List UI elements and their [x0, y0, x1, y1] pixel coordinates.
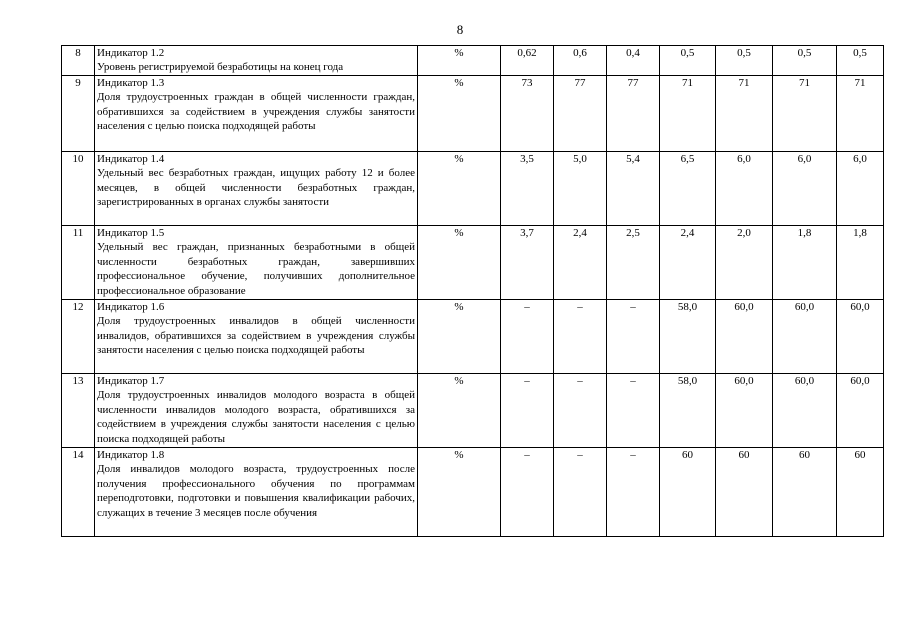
value-cell: 1,8: [837, 226, 884, 300]
indicator-title: Индикатор 1.5: [97, 227, 165, 239]
unit-cell: %: [418, 374, 501, 448]
indicator-cell: [95, 152, 418, 226]
value-cell: 2,4: [554, 226, 607, 300]
indicator-description: Доля трудоустроенных инвалидов в общей численности инвалидов, обратившихся за содействием в учреждения службы занятости населения с целью поиска подходящей работы: [97, 315, 415, 357]
indicators-table: [61, 45, 884, 537]
value-cell: 2,0: [716, 226, 773, 300]
value-cell: 6,0: [773, 152, 837, 226]
value-cell: 77: [554, 76, 607, 152]
indicator-title: Индикатор 1.8: [97, 449, 165, 461]
indicator-title: Индикатор 1.3: [97, 77, 165, 89]
indicator-cell: [95, 76, 418, 152]
value-cell: 58,0: [660, 374, 716, 448]
value-cell: 60,0: [837, 374, 884, 448]
table-row: [62, 374, 884, 448]
value-cell: –: [501, 448, 554, 537]
value-cell: –: [607, 448, 660, 537]
row-number: 12: [62, 300, 95, 374]
value-cell: 0,5: [837, 46, 884, 76]
value-cell: 60,0: [773, 300, 837, 374]
unit-cell: %: [418, 76, 501, 152]
value-cell: 73: [501, 76, 554, 152]
table-row: [62, 152, 884, 226]
row-number: 13: [62, 374, 95, 448]
value-cell: 60: [660, 448, 716, 537]
row-number: 9: [62, 76, 95, 152]
value-cell: 60,0: [716, 300, 773, 374]
value-cell: –: [607, 374, 660, 448]
row-number: 8: [62, 46, 95, 76]
value-cell: 6,5: [660, 152, 716, 226]
value-cell: –: [554, 300, 607, 374]
page-number: 8: [456, 22, 464, 37]
value-cell: –: [554, 374, 607, 448]
row-number: 10: [62, 152, 95, 226]
table-row: [62, 76, 884, 152]
table-row: [62, 226, 884, 300]
unit-cell: %: [418, 448, 501, 537]
unit-cell: %: [418, 226, 501, 300]
value-cell: –: [501, 374, 554, 448]
indicator-description: Доля инвалидов молодого возраста, трудоустроенных после получения профессионального обучения по программам переподготовки, подготовки и повышения квалификации рабочих, служащих в течение 3 месяцев после обучения: [97, 463, 415, 519]
value-cell: 6,0: [716, 152, 773, 226]
value-cell: 71: [660, 76, 716, 152]
value-cell: 2,5: [607, 226, 660, 300]
value-cell: 5,4: [607, 152, 660, 226]
value-cell: 60: [716, 448, 773, 537]
indicator-description: Удельный вес граждан, признанных безработными в общей численности безработных граждан, завершивших профессиональное обучение, получивших дополнительное профессиональное образование: [97, 241, 415, 297]
value-cell: 3,5: [501, 152, 554, 226]
row-number: 11: [62, 226, 95, 300]
value-cell: 1,8: [773, 226, 837, 300]
value-cell: 71: [773, 76, 837, 152]
value-cell: 2,4: [660, 226, 716, 300]
indicator-cell: [95, 46, 418, 76]
table-row: [62, 448, 884, 537]
unit-cell: %: [418, 46, 501, 76]
indicator-description: Доля трудоустроенных инвалидов молодого возраста в общей численности инвалидов молодого возраста, обратившихся за содействием в учреждения службы занятости населения с целью поиска подходящей работы: [97, 389, 415, 445]
indicator-title: Индикатор 1.6: [97, 301, 165, 313]
value-cell: –: [501, 300, 554, 374]
table-row: [62, 300, 884, 374]
indicator-description: Удельный вес безработных граждан, ищущих работу 12 и более месяцев, в общей численности безработных граждан, зарегистрированных в органах службы занятости: [97, 167, 415, 209]
indicator-description: Уровень регистрируемой безработицы на конец года: [97, 61, 344, 74]
indicator-cell: [95, 300, 418, 374]
indicator-description: Доля трудоустроенных граждан в общей численности граждан, обратившихся за содействием в учреждения службы занятости населения с целью поиска подходящей работы: [97, 91, 415, 133]
value-cell: 60,0: [716, 374, 773, 448]
value-cell: –: [607, 300, 660, 374]
value-cell: 5,0: [554, 152, 607, 226]
table-row: [62, 46, 884, 76]
unit-cell: %: [418, 152, 501, 226]
value-cell: 0,6: [554, 46, 607, 76]
value-cell: 60: [837, 448, 884, 537]
indicator-title: Индикатор 1.4: [97, 153, 165, 165]
value-cell: 0,5: [660, 46, 716, 76]
value-cell: 77: [607, 76, 660, 152]
indicator-cell: [95, 374, 418, 448]
indicator-cell: [95, 448, 418, 537]
value-cell: 71: [837, 76, 884, 152]
value-cell: 3,7: [501, 226, 554, 300]
unit-cell: %: [418, 300, 501, 374]
value-cell: 60,0: [773, 374, 837, 448]
value-cell: 60,0: [837, 300, 884, 374]
row-number: 14: [62, 448, 95, 537]
value-cell: –: [554, 448, 607, 537]
value-cell: 60: [773, 448, 837, 537]
indicator-title: Индикатор 1.7: [97, 375, 165, 387]
indicator-title: Индикатор 1.2: [97, 47, 165, 59]
indicator-cell: [95, 226, 418, 300]
value-cell: 0,62: [501, 46, 554, 76]
value-cell: 0,5: [716, 46, 773, 76]
value-cell: 6,0: [837, 152, 884, 226]
value-cell: 71: [716, 76, 773, 152]
value-cell: 58,0: [660, 300, 716, 374]
value-cell: 0,5: [773, 46, 837, 76]
value-cell: 0,4: [607, 46, 660, 76]
